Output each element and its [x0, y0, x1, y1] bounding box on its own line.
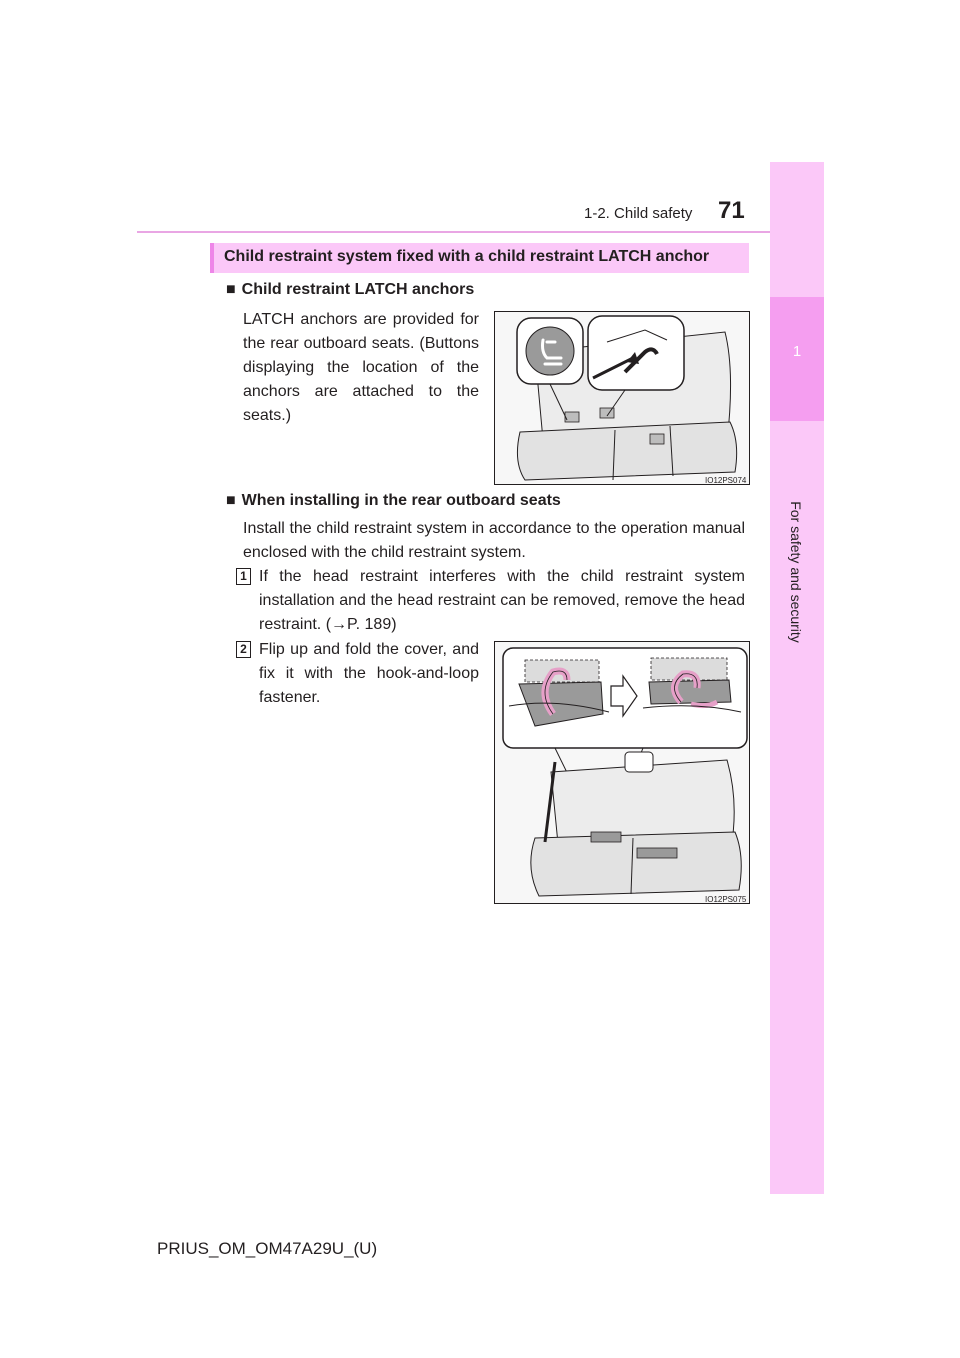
page-number: 71 — [718, 197, 745, 224]
figure-code-2: IO12PS075 — [705, 895, 747, 904]
latch-anchor-illustration — [494, 311, 750, 485]
chapter-number: 1 — [792, 343, 802, 360]
subsection-title: When installing in the rear outboard seats — [241, 492, 561, 509]
latch-anchors-text: LATCH anchors are provided for the rear outboard seats. (Buttons displaying the location of the anchors are attached to the seats.) — [243, 311, 479, 424]
installation-intro-text: Install the child restraint system in accordance to the operation manual enclosed with the child restraint system. — [243, 520, 745, 561]
figure-code-1: IO12PS074 — [705, 476, 747, 485]
subsection-marker: ■ — [226, 492, 236, 509]
latch-anchor-drawing — [495, 312, 750, 485]
step-number-1: 1 — [236, 568, 251, 585]
section-reference: 1-2. Child safety — [584, 205, 693, 222]
step-2-text: Flip up and fold the cover, and fix it with the hook-and-loop fastener. — [259, 641, 479, 706]
subsection-heading-rear-outboard — [226, 492, 561, 510]
chapter-number-tab — [770, 297, 824, 421]
chapter-title: For safety and security — [788, 501, 804, 643]
fold-cover-illustration — [494, 641, 750, 904]
subsection-title: Child restraint LATCH anchors — [241, 281, 475, 298]
section-heading-bar — [210, 243, 749, 273]
subsection-marker: ■ — [226, 281, 236, 298]
header-divider — [137, 231, 823, 233]
fold-cover-drawing — [495, 642, 750, 904]
step-number-2: 2 — [236, 641, 251, 658]
section-heading: Child restraint system fixed with a child restraint LATCH anchor — [224, 248, 710, 265]
step-1-text: If the head restraint interferes with the child restraint system installation and the head restraint can be removed, remove the head restraint. (→P. 189) — [259, 568, 745, 633]
subsection-heading-latch-anchors — [226, 281, 474, 299]
document-code-footer: PRIUS_OM_OM47A29U_(U) — [157, 1239, 378, 1258]
